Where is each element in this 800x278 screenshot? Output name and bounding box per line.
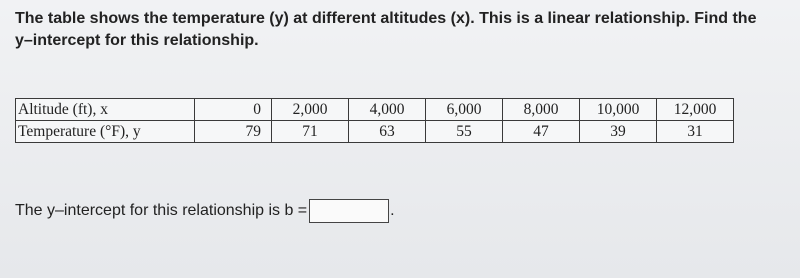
altitude-cell: 8,000 (503, 99, 580, 121)
temperature-cell: 47 (503, 121, 580, 143)
altitude-cell: 12,000 (657, 99, 734, 121)
question-prompt (15, 8, 795, 52)
altitude-cell: 0 (195, 99, 272, 121)
altitude-cell: 6,000 (426, 99, 503, 121)
temperature-cell: 31 (657, 121, 734, 143)
temperature-cell: 39 (580, 121, 657, 143)
answer-line (15, 199, 395, 223)
altitude-cell: 10,000 (580, 99, 657, 121)
answer-input[interactable] (309, 199, 389, 223)
temperature-cell: 79 (195, 121, 272, 143)
row-header-temperature: Temperature (°F), y (16, 121, 195, 143)
answer-period: . (390, 202, 395, 219)
temperature-cell: 55 (426, 121, 503, 143)
prompt-line-1: The table shows the temperature (y) at different altitudes (x). This is a linear relationship. Find the (15, 10, 757, 27)
table-row-temperature (16, 121, 734, 143)
altitude-cell: 4,000 (349, 99, 426, 121)
table-row-altitude (16, 99, 734, 121)
prompt-line-2: y–intercept for this relationship. (15, 32, 259, 49)
row-header-altitude: Altitude (ft), x (16, 99, 195, 121)
altitude-cell: 2,000 (272, 99, 349, 121)
temperature-cell: 63 (349, 121, 426, 143)
answer-label: The y–intercept for this relationship is b = (15, 202, 308, 219)
temperature-cell: 71 (272, 121, 349, 143)
altitude-temperature-table (15, 98, 734, 143)
